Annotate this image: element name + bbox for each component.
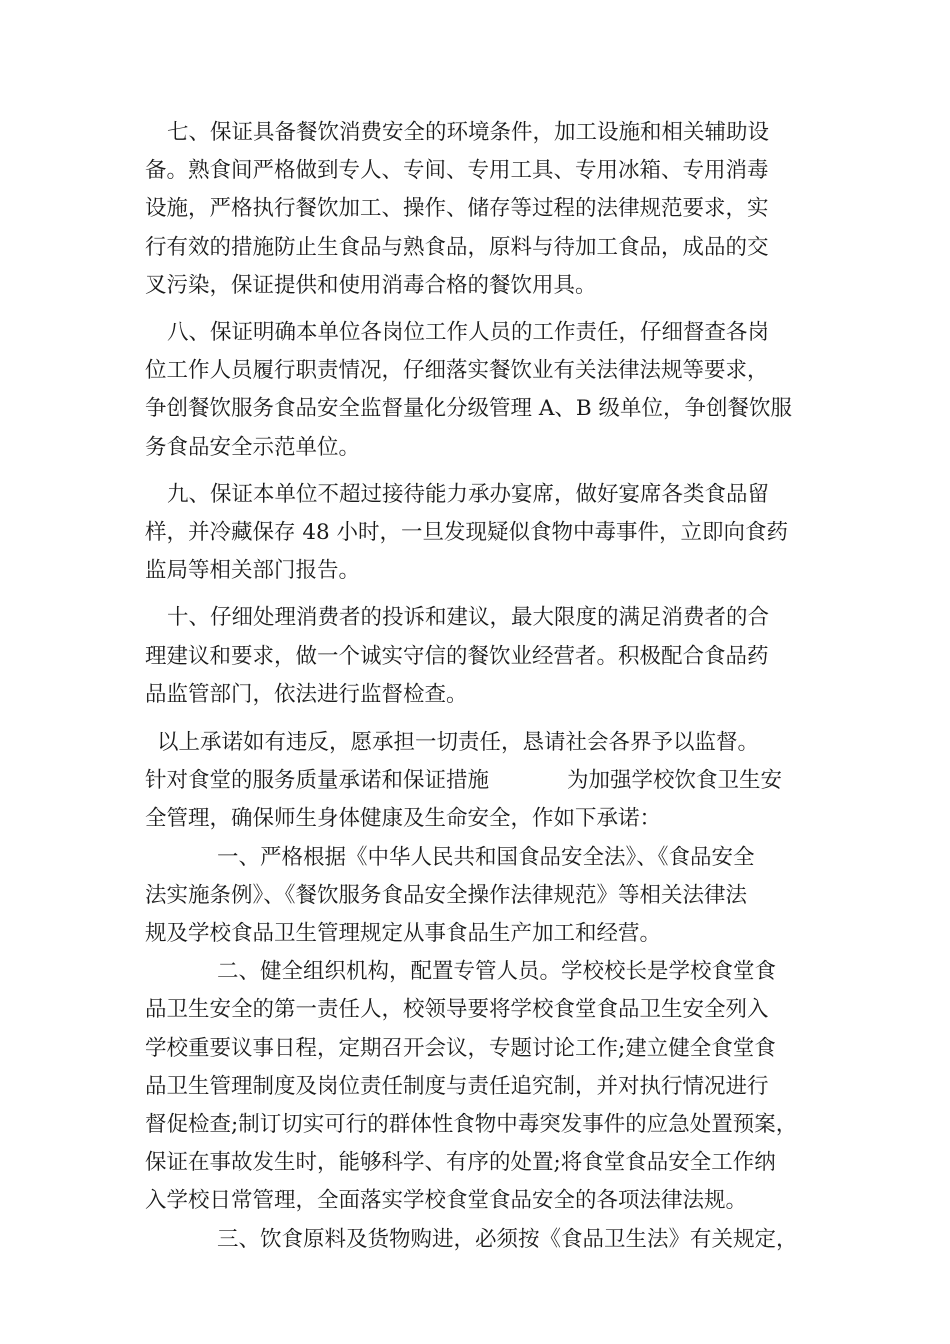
paragraph-9-line-1: 九、保证本单位不超过接待能力承办宴席，做好宴席各类食品留: [167, 481, 770, 507]
item-2-line-6: 保证在事故发生时，能够科学、有序的处置;将食堂食品安全工作纳: [145, 1150, 776, 1176]
item-1-line-3: 规及学校食品卫生管理规定从事食品生产加工和经营。: [145, 921, 662, 947]
item-2-line-7: 入学校日常管理，全面落实学校食堂食品安全的各项法律法规。: [145, 1188, 748, 1214]
item-2-line-3: 学校重要议事日程，定期召开会议，专题讨论工作;建立健全食堂食: [145, 1035, 776, 1061]
paragraph-7-line-4: 行有效的措施防止生食品与熟食品，原料与待加工食品，成品的交: [145, 234, 769, 260]
paragraph-8-line-4: 务食品安全示范单位。: [145, 434, 361, 460]
paragraph-8-line-1: 八、保证明确本单位各岗位工作人员的工作责任，仔细督查各岗: [167, 320, 770, 346]
section-heading-line: [145, 762, 820, 800]
item-1-line-2: 法实施条例》、《餐饮服务食品安全操作法律规范》等相关法律法: [145, 882, 748, 908]
paragraph-7-line-5: 叉污染，保证提供和使用消毒合格的餐饮用具。: [145, 272, 597, 298]
paragraph-10-line-2: 理建议和要求，做一个诚实守信的餐饮业经营者。积极配合食品药: [145, 643, 769, 669]
item-1-line-1: 一、严格根据《中华人民共和国食品安全法》、《食品安全: [217, 844, 755, 870]
paragraph-9-line-3: 监局等相关部门报告。: [145, 558, 361, 584]
section-intro-start: 为加强学校饮食卫生安: [567, 768, 783, 794]
section-heading: 针对食堂的服务质量承诺和保证措施: [145, 768, 490, 794]
closing-statement: 以上承诺如有违反，愿承担一切责任，恳请社会各界予以监督。: [157, 730, 760, 756]
item-2-line-4: 品卫生管理制度及岗位责任制度与责任追究制，并对执行情况进行: [145, 1073, 769, 1099]
paragraph-10-line-1: 十、仔细处理消费者的投诉和建议，最大限度的满足消费者的合: [167, 605, 770, 631]
document-body: [145, 114, 820, 1259]
paragraph-8-line-2: 位工作人员履行职责情况，仔细落实餐饮业有关法律法规等要求，: [145, 358, 769, 384]
paragraph-7-line-3: 设施，严格执行餐饮加工、操作、储存等过程的法律规范要求，实: [145, 196, 769, 222]
item-2-line-1: 二、健全组织机构，配置专管人员。学校校长是学校食堂食: [217, 959, 777, 985]
item-2-line-5: 督促检查;制订切实可行的群体性食物中毒突发事件的应急处置预案，: [145, 1112, 798, 1138]
section-intro-line-2: 全管理，确保师生身体健康及生命安全，作如下承诺：: [145, 806, 662, 832]
item-2-line-2: 品卫生安全的第一责任人，校领导要将学校食堂食品卫生安全列入: [145, 997, 769, 1023]
paragraph-10-line-3: 品监管部门，依法进行监督检查。: [145, 681, 468, 707]
paragraph-9-line-2: 样，并冷藏保存 48 小时，一旦发现疑似食物中毒事件，立即向食药: [145, 520, 789, 546]
paragraph-7-line-2: 备。熟食间严格做到专人、专间、专用工具、专用冰箱、专用消毒: [145, 158, 769, 184]
item-3-line-1: 三、饮食原料及货物购进，必须按《食品卫生法》有关规定，: [217, 1226, 798, 1252]
paragraph-8-line-3: 争创餐饮服务食品安全监督量化分级管理 A、B 级单位，争创餐饮服: [145, 396, 792, 422]
paragraph-7-line-1: 七、保证具备餐饮消费安全的环境条件，加工设施和相关辅助设: [167, 120, 770, 145]
